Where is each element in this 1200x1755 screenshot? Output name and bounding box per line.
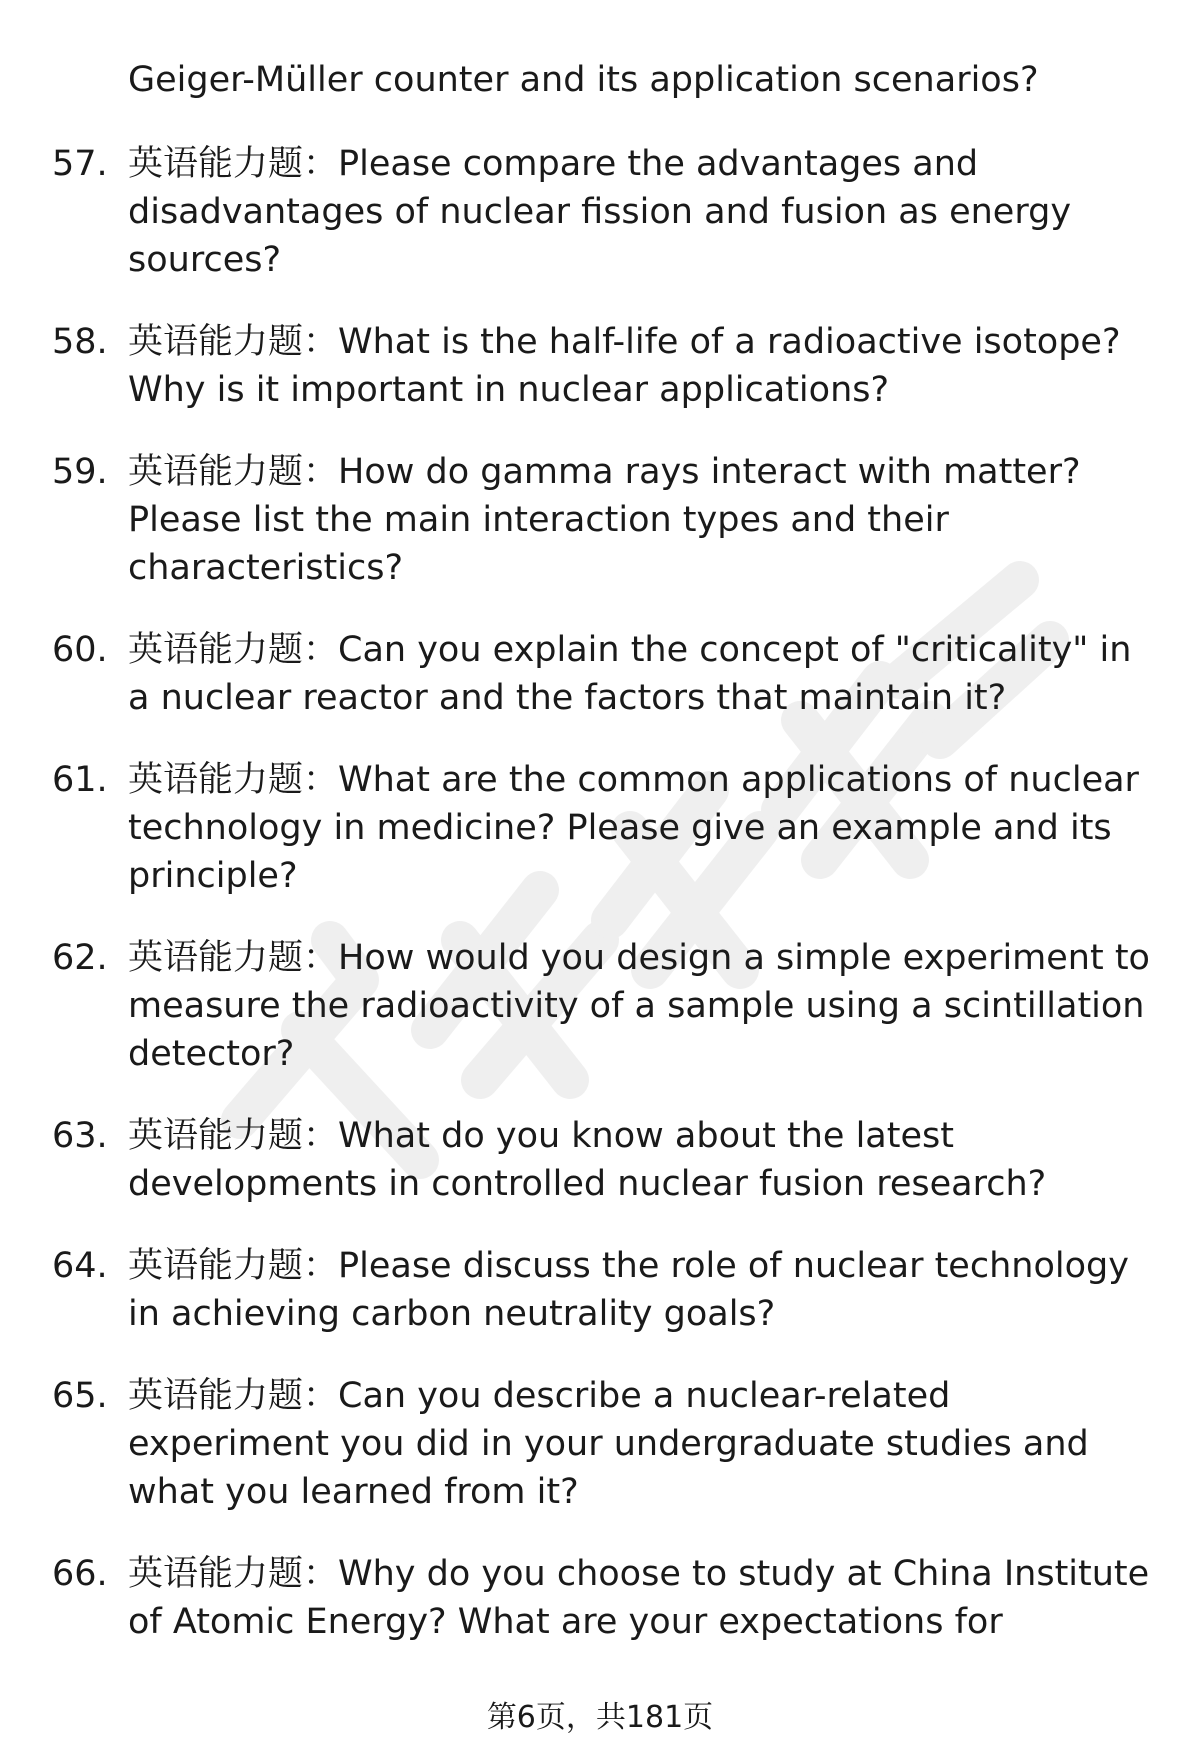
question-number: 64. [52, 1246, 108, 1286]
question-tag: 英语能力题： [128, 322, 339, 362]
question-item [52, 448, 1158, 592]
question-tag: 英语能力题： [128, 1376, 339, 1416]
question-tag: 英语能力题： [128, 144, 339, 184]
question-number: 57. [52, 144, 108, 184]
question-item [52, 318, 1158, 414]
question-item [52, 1372, 1158, 1516]
question-tag: 英语能力题： [128, 760, 339, 800]
question-number: 59. [52, 452, 108, 492]
question-text: How would you design a simple experiment to measure the radioactivity of a sample using a scintillation detector? [128, 938, 1150, 1074]
question-item [52, 1112, 1158, 1208]
question-text: What do you know about the latest developments in controlled nuclear fusion research? [128, 1116, 1047, 1204]
question-tag: 英语能力题： [128, 1246, 339, 1286]
question-text: Please discuss the role of nuclear technology in achieving carbon neutrality goals? [128, 1246, 1129, 1334]
question-text: What is the half-life of a radioactive isotope? Why is it important in nuclear applications? [128, 322, 1121, 410]
question-tag: 英语能力题： [128, 1116, 339, 1156]
question-number: 65. [52, 1376, 108, 1416]
question-number: 60. [52, 630, 108, 670]
question-tag: 英语能力题： [128, 630, 339, 670]
question-text: Can you explain the concept of "criticality" in a nuclear reactor and the factors that maintain it? [128, 630, 1132, 718]
question-number: 61. [52, 760, 108, 800]
question-text: What are the common applications of nuclear technology in medicine? Please give an example and its principle? [128, 760, 1139, 896]
question-item [52, 756, 1158, 900]
question-number: 63. [52, 1116, 108, 1156]
question-item [52, 1242, 1158, 1338]
question-item [52, 626, 1158, 722]
question-text: Can you describe a nuclear-related experiment you did in your undergraduate studies and what you learned from it? [128, 1376, 1089, 1512]
question-text: Please compare the advantages and disadvantages of nuclear fission and fusion as energy sources? [128, 144, 1072, 280]
question-item [52, 934, 1158, 1078]
question-number: 66. [52, 1554, 108, 1594]
question-tag: 英语能力题： [128, 1554, 339, 1594]
question-text: Why do you choose to study at China Institute of Atomic Energy? What are your expectations for [128, 1554, 1150, 1642]
question-number: 62. [52, 938, 108, 978]
question-item [52, 1550, 1158, 1646]
question-number: 58. [52, 322, 108, 362]
question-tag: 英语能力题： [128, 938, 339, 978]
question-tag: 英语能力题： [128, 452, 339, 492]
question-text: How do gamma rays interact with matter? Please list the main interaction types and their characteristics? [128, 452, 1081, 588]
page-footer: 第6页，共181页 [486, 1700, 714, 1735]
question-item [52, 140, 1158, 284]
document-content [0, 56, 1200, 1680]
continued-question-text: Geiger-Müller counter and its application scenarios? [128, 60, 1039, 100]
